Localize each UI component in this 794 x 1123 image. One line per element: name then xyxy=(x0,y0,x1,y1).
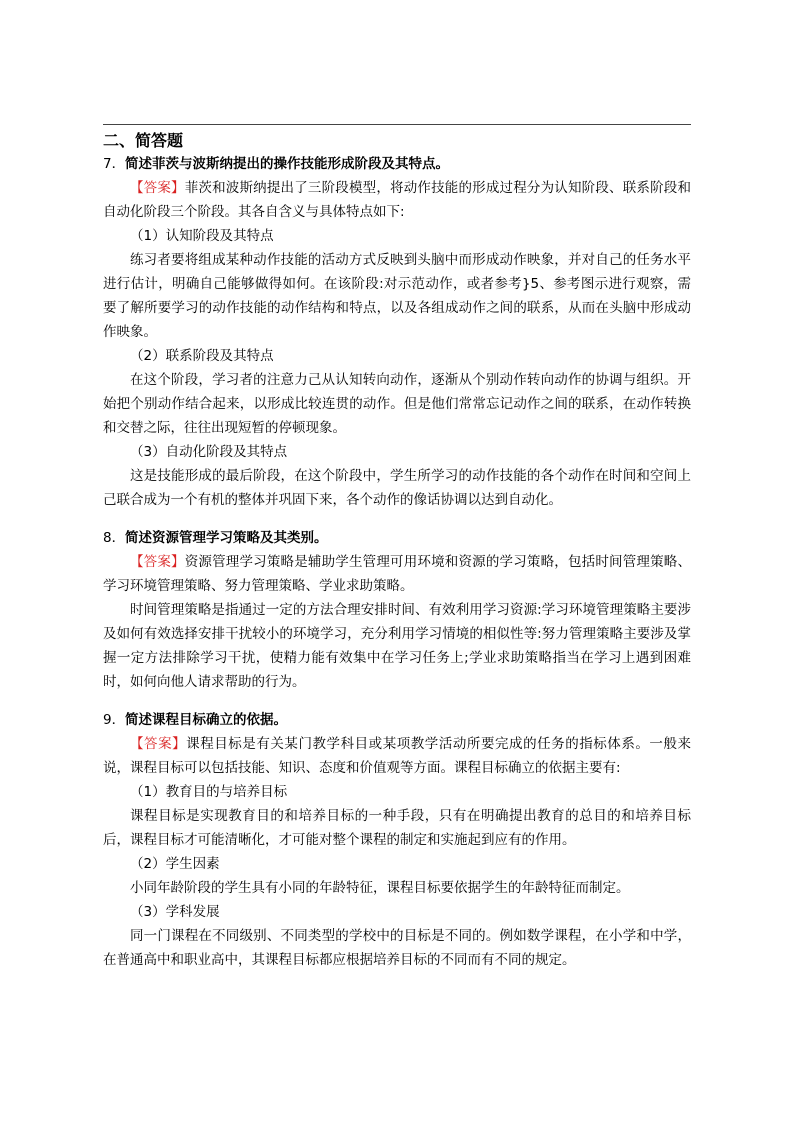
question-number: 9． xyxy=(103,712,126,728)
item-heading: （2）联系阶段及其特点 xyxy=(130,348,274,364)
header-rule xyxy=(103,124,691,125)
answer-tag: 【答案】 xyxy=(130,554,185,570)
question-text: 简述资源管理学习策略及其类别。 xyxy=(125,530,328,546)
question-block xyxy=(103,152,691,512)
question-title xyxy=(103,526,691,550)
content-area xyxy=(103,130,691,972)
item-heading: （1）认知阶段及其特点 xyxy=(130,228,274,244)
body-paragraph: 时间管理策略是指通过一定的方法合理安排时间、有效利用学习资源:学习环境管理策略主要涉及如何有效选择安排干扰较小的环境学习，充分利用学习情境的相似性等:努力管理策略主要涉及掌握一定方法排除学习干扰，使精力能有效集中在学习任务上;学业求助策略指当在学习上遇到困难时，如何向他人请求帮助的行为。 xyxy=(103,602,691,690)
answer-paragraph xyxy=(103,550,691,598)
question-number: 7． xyxy=(103,156,126,172)
spacer xyxy=(103,694,691,708)
question-block xyxy=(103,526,691,694)
item-text: 在这个阶段，学习者的注意力己从认知转向动作，逐渐从个别动作转向动作的协调与组织。开始把个别动作结合起来，以形成比较连贯的动作。但是他们常常忘记动作之间的联系，在动作转换和交替之际，往往出现短暂的停顿现象。 xyxy=(103,372,691,436)
item-heading: （1）教育目的与培养目标 xyxy=(130,784,288,800)
question-block xyxy=(103,708,691,972)
question-title xyxy=(103,708,691,732)
item-text: 同一门课程在不同级别、不同类型的学校中的目标是不同的。例如数学课程，在小学和中学，在普通高中和职业高中，其课程目标都应根据培养目标的不同而有不同的规定。 xyxy=(103,928,691,968)
answer-tag: 【答案】 xyxy=(130,736,187,752)
item-heading: （3）学科发展 xyxy=(130,904,220,920)
question-title xyxy=(103,152,691,176)
item-text: 课程目标是实现教育目的和培养目标的一种手段，只有在明确提出教育的总目的和培养目标后，课程目标才可能清晰化，才可能对整个课程的制定和实施起到应有的作用。 xyxy=(103,808,691,848)
question-text: 简述课程目标确立的依据。 xyxy=(125,712,287,728)
answer-text: 菲茨和波斯纳提出了三阶段模型，将动作技能的形成过程分为认知阶段、联系阶段和自动化阶段三个阶段。其各自含义与具体特点如下: xyxy=(103,180,691,220)
item-heading: （3）自动化阶段及其特点 xyxy=(130,444,288,460)
answer-paragraph xyxy=(103,176,691,224)
item-text: 这是技能形成的最后阶段，在这个阶段中，学生所学习的动作技能的各个动作在时间和空间上己联合成为一个有机的整体并巩固下来，各个动作的像话协调以达到自动化。 xyxy=(103,468,691,508)
answer-text: 资源管理学习策略是辅助学生管理可用环境和资源的学习策略，包括时间管理策略、学习环境管理策略、努力管理策略、学业求助策略。 xyxy=(103,554,691,594)
section-title: 二、简答题 xyxy=(103,131,184,150)
question-number: 8． xyxy=(103,530,126,546)
answer-tag: 【答案】 xyxy=(130,180,185,196)
answer-text: 课程目标是有关某门教学科目或某项教学活动所要完成的任务的指标体系。一般来说，课程目标可以包括技能、知识、态度和价值观等方面。课程目标确立的依据主要有: xyxy=(103,736,692,776)
question-text: 简述菲茨与波斯纳提出的操作技能形成阶段及其特点。 xyxy=(125,156,449,172)
item-text: 小同年龄阶段的学生具有小同的年龄特征，课程目标要依据学生的年龄特征而制定。 xyxy=(130,880,630,896)
item-heading: （2）学生因素 xyxy=(130,856,220,872)
answer-paragraph xyxy=(103,732,691,780)
item-text: 练习者要将组成某种动作技能的活动方式反映到头脑中而形成动作映象，并对自己的任务水平进行估计，明确自己能够做得如何。在该阶段:对示范动作，或者参考}5、参考图示进行观察，需要了解所要学习的动作技能的动作结构和特点，以及各组成动作之间的联系，从而在头脑中形成动作映象。 xyxy=(103,252,691,340)
spacer xyxy=(103,512,691,526)
